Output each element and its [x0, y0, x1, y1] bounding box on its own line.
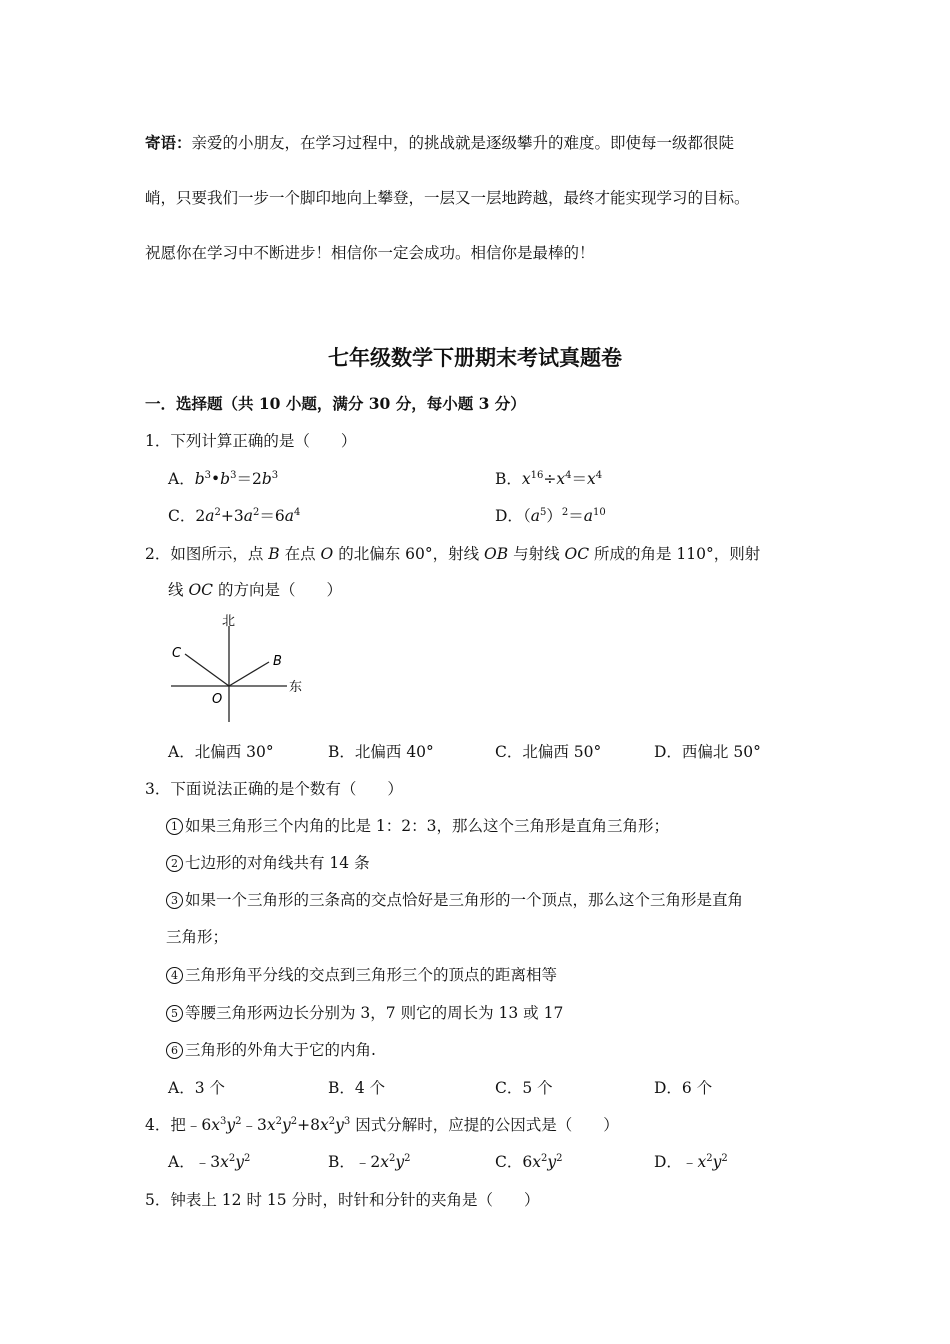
circled-number: 1 — [166, 818, 183, 835]
question-3-stem: 3．下面说法正确的是个数有（ ） — [145, 780, 403, 798]
item-text: 七边形的对角线共有 14 条 — [185, 854, 370, 872]
page-title: 七年级数学下册期末考试真题卷 — [328, 345, 622, 370]
q2-text: 线 — [168, 581, 189, 599]
item-text: 等腰三角形两边长分别为 3，7 则它的周长为 13 或 17 — [185, 1004, 564, 1022]
question-3-item-6 — [166, 1040, 376, 1060]
q2-ray-oc: OC — [564, 545, 590, 563]
question-3-item-1 — [166, 816, 669, 836]
question-3-option-d: D．6 个 — [654, 1079, 713, 1097]
label-b: B — [273, 654, 282, 669]
q2-text: 所成的角是 110°，则射 — [589, 545, 761, 563]
item-text: 如果一个三角形的三条高的交点恰好是三角形的一个顶点，那么这个三角形是直角 — [185, 891, 744, 909]
q2-point-o: O — [320, 545, 334, 563]
message-text-1: 亲爱的小朋友，在学习过程中，的挑战就是逐级攀升的难度。即使每一级都很陡 — [191, 134, 735, 152]
option-label: A． — [168, 470, 195, 488]
message-line-2: 峭，只要我们一步一个脚印地向上攀登，一层又一层地跨越，最终才能实现学习的目标。 — [145, 189, 750, 207]
option-label: B．﹣2 — [328, 1153, 381, 1171]
label-north: 北 — [222, 614, 236, 629]
option-label: D．﹣ — [654, 1153, 698, 1171]
q4-text: 4．把﹣6 — [145, 1116, 212, 1134]
question-2-option-b: B．北偏西 40° — [328, 743, 434, 761]
message-line-3: 祝愿你在学习中不断进步！相信你一定会成功。相信你是最棒的！ — [145, 244, 595, 262]
question-3-item-4 — [166, 965, 557, 985]
question-3-item-5 — [166, 1003, 563, 1023]
question-2-figure — [165, 610, 315, 725]
option-label: D． — [495, 507, 523, 525]
option-label: A．﹣3 — [168, 1153, 221, 1171]
circled-number: 5 — [166, 1005, 183, 1022]
question-5-stem: 5．钟表上 12 时 15 分时，时针和分针的夹角是（ ） — [145, 1191, 540, 1209]
question-2-option-d: D．西偏北 50° — [654, 743, 761, 761]
question-2-option-a: A．北偏西 30° — [168, 743, 274, 761]
question-2-option-c: C．北偏西 50° — [495, 743, 602, 761]
question-3-option-c: C．5 个 — [495, 1079, 553, 1097]
message-label: 寄语： — [145, 133, 192, 152]
question-3-option-a: A．3 个 — [168, 1079, 225, 1097]
question-3-item-3-cont: 三角形； — [166, 928, 229, 946]
question-4-option-b: B．$﹣2x^2y^2$ — [328, 1153, 411, 1171]
option-label: B． — [495, 470, 522, 488]
label-east: 东 — [289, 680, 303, 695]
question-1-option-b: B．$x^{16}\div x^4=x^4$ — [495, 470, 603, 488]
message-line-1 — [145, 133, 734, 153]
question-1-stem: 1．下列计算正确的是（ ） — [145, 432, 357, 450]
label-o: O — [212, 692, 223, 707]
circled-number: 6 — [166, 1042, 183, 1059]
label-c: C — [172, 646, 182, 661]
question-2-stem-line-2 — [168, 580, 342, 600]
question-1-option-a: A．$b^3•b^3=2b^3$ — [168, 470, 279, 488]
question-1-option-d: D．$(a^5)^2=a^{10}$ — [495, 507, 606, 525]
item-text: 三角形的外角大于它的内角. — [185, 1041, 376, 1059]
circled-number: 4 — [166, 967, 183, 984]
ray-ob — [229, 662, 269, 686]
circled-number: 2 — [166, 855, 183, 872]
question-2-stem — [145, 544, 760, 564]
q2-point-b: B — [268, 545, 280, 563]
question-4-stem: 4．把$﹣6x^3y^2﹣3x^2y^2+8x^2y^3$ 因式分解时，应提的公因式是（ ） — [145, 1116, 619, 1134]
item-text: 如果三角形三个内角的比是 1：2：3，那么这个三角形是直角三角形； — [185, 817, 670, 835]
question-3-option-b: B．4 个 — [328, 1079, 386, 1097]
q2-text: 在点 — [279, 545, 321, 563]
option-label: C． — [168, 507, 196, 525]
section-header: 一．选择题（共 10 小题，满分 30 分，每小题 3 分） — [145, 394, 526, 413]
circled-number: 3 — [166, 892, 183, 909]
q2-text: 与射线 — [508, 545, 565, 563]
question-3-item-2 — [166, 853, 370, 873]
question-1-option-c: C．$2a^2+3a^2=6a^4$ — [168, 507, 301, 525]
question-4-option-d: D．$﹣x^2y^2$ — [654, 1153, 728, 1171]
question-4-option-a: A．$﹣3x^2y^2$ — [168, 1153, 251, 1171]
q4-text: 因式分解时，应提的公因式是（ ） — [355, 1116, 619, 1134]
question-3-item-3 — [166, 890, 743, 910]
question-4-option-c: C．$6x^2y^2$ — [495, 1153, 563, 1171]
q2-text: 的方向是（ ） — [213, 581, 342, 599]
q2-ray-oc: OC — [188, 581, 214, 599]
option-label: C．6 — [495, 1153, 533, 1171]
ray-oc — [185, 654, 229, 686]
q2-ray-ob: OB — [484, 545, 509, 563]
q2-text: 的北偏东 60°，射线 — [333, 545, 485, 563]
q2-text: 2．如图所示，点 — [145, 545, 269, 563]
item-text: 三角形角平分线的交点到三角形三个的顶点的距离相等 — [185, 966, 558, 984]
